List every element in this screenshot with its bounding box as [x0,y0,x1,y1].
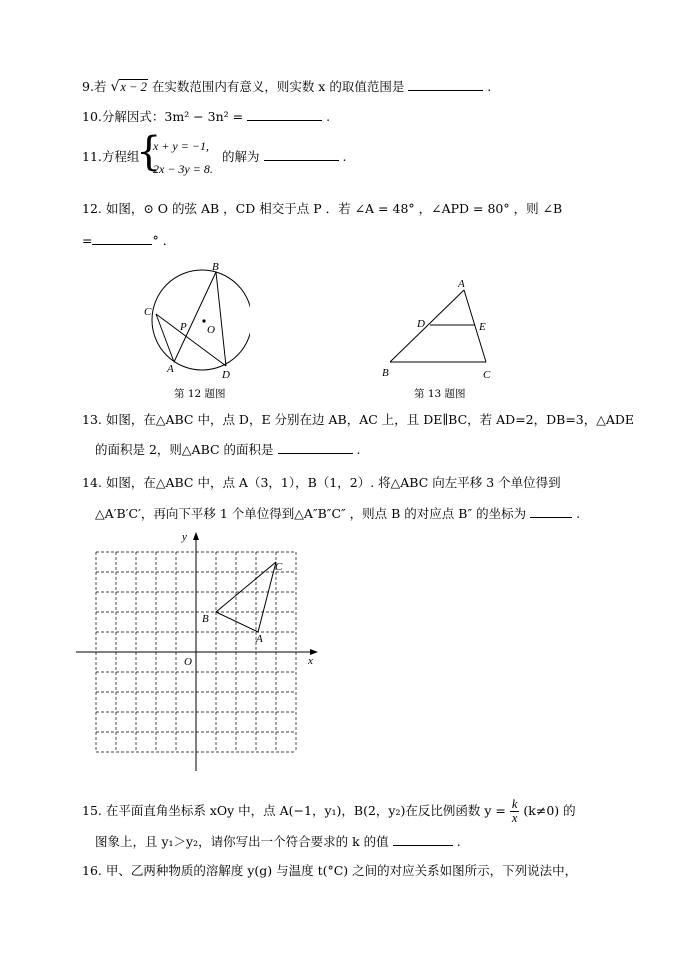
question-14-line2: △A′B′C′，再向下平移 1 个单位得到△A″B″C″ ，则点 B 的对应点 B″ 的坐标为 . [95,506,581,521]
answer-blank[interactable] [278,441,353,454]
label-x: x [308,655,313,667]
label-D: D [417,318,425,330]
figure-12-caption: 第 12 题图 [174,388,226,400]
label-B: B [202,613,209,625]
figure-12 [140,258,250,383]
question-12-line2: = ° ． [82,233,176,248]
question-16: 16. 甲、乙两种物质的溶解度 y(g) 与温度 t(°C) 之间的对应关系如图所示，下列说法中， [82,863,578,878]
question-11: 11.方程组 [82,149,140,164]
question-12: 12. 如图，⊙ O 的弦 AB ，CD 相交于点 P ．若 ∠A = 48° ，∠APD = 80° ，则 ∠B [82,201,563,216]
answer-blank[interactable] [247,108,322,121]
question-13: 13. 如图，在△ABC 中，点 D，E 分别在边 AB，AC 上，且 DE∥BC，若 AD=2，DB=3，△ADE [82,412,635,427]
system-brace: { [136,129,162,175]
equation-1: x + y = −1, [153,139,209,153]
label-C: C [144,306,152,318]
question-10: 10.分解因式：3m² − 3n² = . [82,109,331,124]
label-D: D [222,369,230,381]
label-O: O [184,656,192,668]
label-E: E [479,321,486,333]
question-9: 9.若 √x − 2 在实数范围内有意义，则实数 x 的取值范围是 . [82,79,492,95]
question-14: 14. 如图，在△ABC 中，点 A（3，1），B（1，2）. 将△ABC 向左平移 3 个单位得到 [82,475,561,490]
label-P: P [180,321,187,333]
label-B: B [212,261,219,273]
figure-13 [376,274,501,384]
question-13-line2: 的面积是 2，则△ABC 的面积是 . [95,442,361,457]
label-C: C [275,561,283,573]
answer-blank[interactable] [264,148,339,161]
label-C: C [483,369,491,381]
question-11-tail: 的解为 . [222,149,347,164]
equation-2: 2x − 3y = 8. [153,162,213,176]
answer-blank[interactable] [92,232,152,245]
answer-blank[interactable] [393,833,453,846]
answer-blank[interactable] [530,505,572,518]
fraction-k-over-x: $\frac{k}{x}$ [511,797,518,825]
sqrt-expression: √x − 2 [110,79,147,95]
figure-13-caption: 第 13 题图 [414,388,466,400]
figure-14-grid [74,528,324,773]
question-15-line2: 图象上，且 y₁＞y₂，请你写出一个符合要求的 k 的值 . [95,834,461,849]
label-A: A [458,278,465,290]
label-O: O [207,324,215,336]
label-A: A [256,633,263,645]
label-A: A [167,363,174,375]
answer-blank[interactable] [408,78,483,91]
label-y: y [182,531,187,543]
question-15: 15. 在平面直角坐标系 xOy 中，点 A(−1，y₁)，B(2，y₂)在反比例函数 y = $\frac{k}{x}$ (k≠0) 的 [82,797,576,825]
label-B: B [382,367,389,379]
